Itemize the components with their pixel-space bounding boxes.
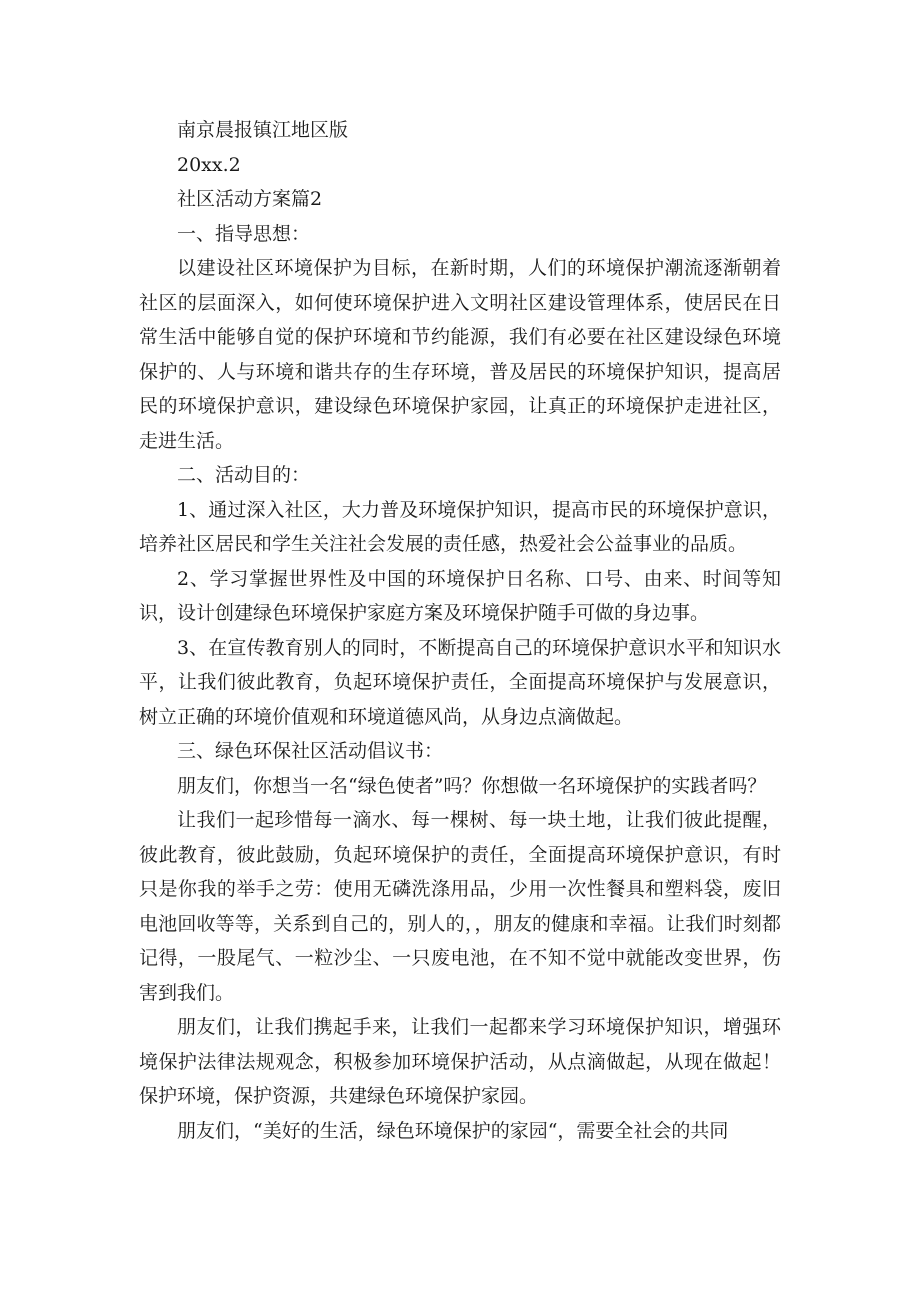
document-body xyxy=(139,113,781,1148)
paragraph-purpose-1: 1、通过深入社区，大力普及环境保护知识，提高市民的环境保护意识，培养社区居民和学生关注社会发展的责任感，热爱社会公益事业的品质。 xyxy=(139,498,781,555)
paragraph-proposal-body: 让我们一起珍惜每一滴水、每一棵树、每一块土地，让我们彼此提醒，彼此教育，彼此鼓励，负起环境保护的责任，全面提高环境保护意识，有时只是你我的举手之劳：使用无磷洗涤用品，少用一次性餐具和塑料袋，废旧电池回收等等，关系到自己的，别人的，，朋友的健康和幸福。让我们时刻都记得，一股尾气、一粒沙尘、一只废电池，在不知不觉中就能改变世界，伤害到我们。 xyxy=(139,809,781,1004)
paragraph-guiding-ideology: 以建设社区环境保护为目标，在新时期，人们的环境保护潮流逐渐朝着社区的层面深入，如何使环境保护进入文明社区建设管理体系，使居民在日常生活中能够自觉的保护环境和节约能源，我们有必要在社区建设绿色环境保护的、人与环境和谐共存的生存环境，普及居民的环境保护知识，提高居民的环境保护意识，建设绿色环境保护家园，让真正的环境保护走进社区，走进生活。 xyxy=(139,257,781,452)
heading-proposal: 三、绿色环保社区活动倡议书： xyxy=(177,740,444,762)
publication-date: 20xx.2 xyxy=(177,153,241,176)
newspaper-source: 南京晨报镇江地区版 xyxy=(177,119,349,141)
paragraph-proposal-call: 朋友们，让我们携起手来，让我们一起都来学习环境保护知识，增强环境保护法律法规观念，积极参加环境保护活动，从点滴做起，从现在做起！保护环境，保护资源，共建绿色环境保护家园。 xyxy=(139,1016,781,1107)
paragraph-purpose-3: 3、在宣传教育别人的同时，不断提高自己的环境保护意识水平和知识水平，让我们彼此教育，负起环境保护责任，全面提高环境保护与发展意识，树立正确的环境价值观和环境道德风尚，从身边点滴做起。 xyxy=(139,636,781,728)
section-title: 社区活动方案篇2 xyxy=(177,188,323,210)
paragraph-proposal-intro: 朋友们，你想当一名“绿色使者”吗？你想做一名环境保护的实践者吗？ xyxy=(177,774,767,797)
paragraph-purpose-2: 2、学习掌握世界性及中国的环境保护日名称、口号、由来、时间等知识，设计创建绿色环境保护家庭方案及环境保护随手可做的身边事。 xyxy=(139,567,781,624)
heading-activity-purpose: 二、活动目的： xyxy=(177,464,311,486)
heading-guiding-ideology: 一、指导思想： xyxy=(177,222,311,245)
paragraph-proposal-closing: 朋友们，“美好的生活，绿色环境保护的家园“，需要全社会的共同 xyxy=(177,1119,729,1142)
